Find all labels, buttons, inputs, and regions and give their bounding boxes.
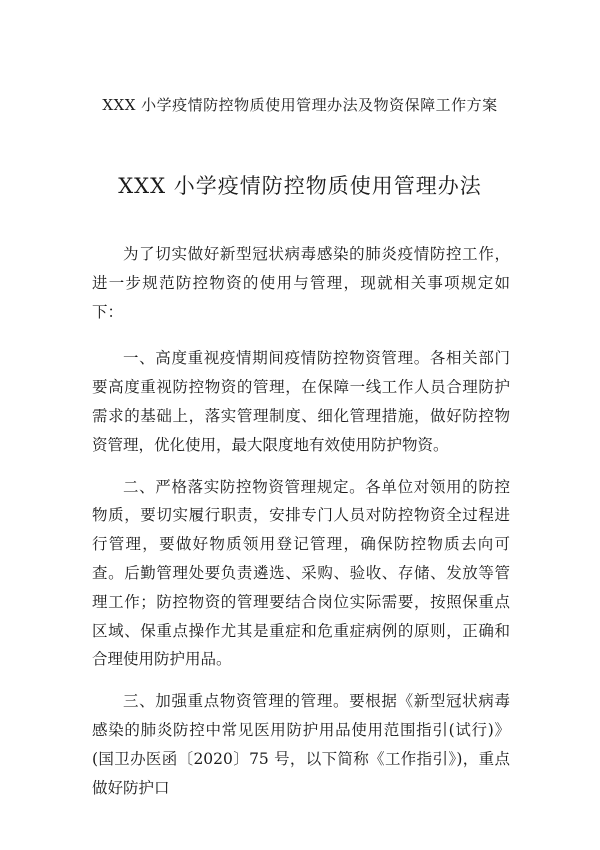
document-header-title: XXX 小学疫情防控物质使用管理办法及物资保障工作方案 xyxy=(102,96,498,114)
page-title: XXX 小学疫情防控物质使用管理办法 xyxy=(118,174,482,198)
paragraph-intro: 为了切实做好新型冠状病毒感染的肺炎疫情防控工作，进一步规范防控物资的使用与管理，现就相关事项规定如下： xyxy=(92,245,510,321)
document-body xyxy=(92,240,510,815)
paragraph-section-2: 二、严格落实防控物资管理规定。各单位对领用的防控物质，要切实履行职责，安排专门人员对防控物资全过程进行管理，要做好物质领用登记管理，确保防控物质去向可查。后勤管理处要负责遴选、采购、验收、存储、发放等管理工作；防控物资的管理要结合岗位实际需要，按照保重点区域、保重点操作尤其是重症和危重症病例的原则，正确和合理使用防护用品。 xyxy=(92,477,510,669)
paragraph-section-3: 三、加强重点物资管理的管理。要根据《新型冠状病毒感染的肺炎防控中常见医用防护用品使用范围指引(试行)》(国卫办医函〔2020〕75 号，以下简称《工作指引》)，重点做好防护口 xyxy=(92,692,510,797)
paragraph-section-1: 一、高度重视疫情期间疫情防控物资管理。各相关部门要高度重视防控物资的管理，在保障一线工作人员合理防护需求的基础上，落实管理制度、细化管理措施，做好防控物资管理，优化使用，最大限度地有效使用防护物资。 xyxy=(92,349,510,454)
